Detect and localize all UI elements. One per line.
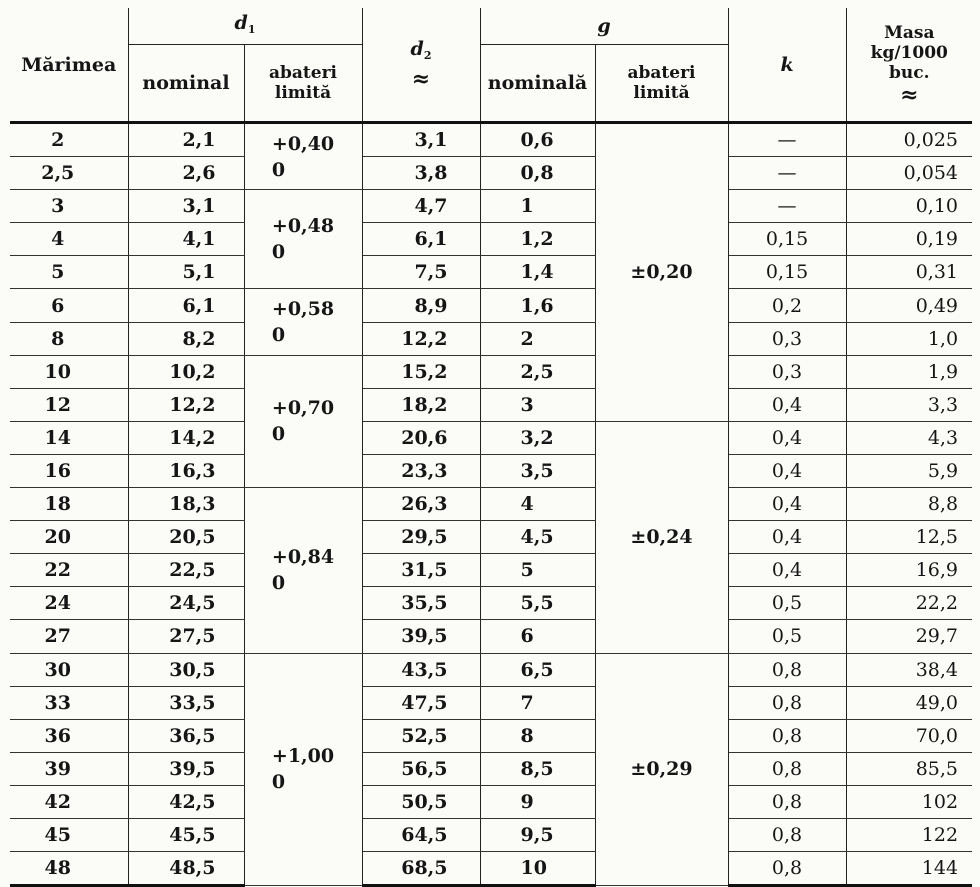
cell-size: 39 bbox=[10, 752, 128, 785]
header-d1-abateri-line2: limită bbox=[274, 83, 332, 103]
cell-k: 0,8 bbox=[728, 752, 846, 785]
cell-d2: 39,5 bbox=[362, 620, 480, 653]
cell-size: 18 bbox=[10, 488, 128, 521]
cell-mass: 0,49 bbox=[846, 289, 972, 322]
cell-d1-tolerance bbox=[244, 488, 362, 653]
d1-tolerance-lower: 0 bbox=[271, 771, 286, 794]
cell-k: 0,8 bbox=[728, 653, 846, 686]
cell-g-tolerance: ±0,29 bbox=[595, 653, 728, 886]
header-d1-nominal bbox=[128, 45, 244, 123]
header-k-symbol: k bbox=[780, 53, 794, 76]
cell-size: 8 bbox=[10, 322, 128, 355]
cell-d1-nominal: 48,5 bbox=[128, 852, 244, 886]
table-row bbox=[10, 521, 972, 554]
cell-d1-nominal: 4,1 bbox=[128, 223, 244, 256]
cell-d2: 64,5 bbox=[362, 818, 480, 851]
table-row bbox=[10, 157, 972, 190]
table-row bbox=[10, 190, 972, 223]
cell-size: 10 bbox=[10, 355, 128, 388]
cell-size: 12 bbox=[10, 388, 128, 421]
cell-g-nominal: 6,5 bbox=[480, 653, 595, 686]
cell-d2: 31,5 bbox=[362, 554, 480, 587]
cell-d1-nominal: 3,1 bbox=[128, 190, 244, 223]
table-row bbox=[10, 719, 972, 752]
cell-d1-nominal: 36,5 bbox=[128, 719, 244, 752]
cell-d1-nominal: 45,5 bbox=[128, 818, 244, 851]
cell-d2: 8,9 bbox=[362, 289, 480, 322]
cell-mass: 70,0 bbox=[846, 719, 972, 752]
cell-k: 0,3 bbox=[728, 322, 846, 355]
cell-mass: 0,025 bbox=[846, 123, 972, 157]
d1-tolerance-upper: +0,58 bbox=[271, 298, 335, 321]
header-d1-abateri-line1: abateri bbox=[269, 63, 337, 83]
cell-d1-nominal: 42,5 bbox=[128, 785, 244, 818]
cell-d1-nominal: 8,2 bbox=[128, 322, 244, 355]
cell-d1-tolerance bbox=[244, 289, 362, 355]
cell-k: 0,8 bbox=[728, 785, 846, 818]
cell-g-nominal: 5,5 bbox=[480, 587, 595, 620]
table-row bbox=[10, 620, 972, 653]
table-row bbox=[10, 355, 972, 388]
cell-size: 27 bbox=[10, 620, 128, 653]
cell-d2: 68,5 bbox=[362, 852, 480, 886]
cell-d2: 6,1 bbox=[362, 223, 480, 256]
cell-mass: 8,8 bbox=[846, 488, 972, 521]
d1-tolerance-lower: 0 bbox=[271, 572, 286, 595]
cell-g-nominal: 9 bbox=[480, 785, 595, 818]
cell-k: 0,5 bbox=[728, 587, 846, 620]
d1-tolerance-lower: 0 bbox=[271, 324, 286, 347]
cell-k: — bbox=[728, 190, 846, 223]
cell-d2: 50,5 bbox=[362, 785, 480, 818]
cell-d2: 47,5 bbox=[362, 686, 480, 719]
cell-k: 0,15 bbox=[728, 256, 846, 289]
cell-size: 45 bbox=[10, 818, 128, 851]
d1-tolerance-value bbox=[272, 395, 334, 447]
cell-mass: 85,5 bbox=[846, 752, 972, 785]
cell-mass: 1,0 bbox=[846, 322, 972, 355]
cell-k: — bbox=[728, 157, 846, 190]
cell-size: 2 bbox=[10, 123, 128, 157]
table-header bbox=[10, 8, 972, 123]
cell-mass: 12,5 bbox=[846, 521, 972, 554]
header-g-abateri-line1: abateri bbox=[627, 63, 696, 83]
cell-mass: 29,7 bbox=[846, 620, 972, 653]
header-d1-group bbox=[128, 8, 362, 45]
washer-dimensions-table bbox=[10, 8, 972, 887]
table-row bbox=[10, 322, 972, 355]
header-d1-nominal-label: nominal bbox=[142, 72, 230, 94]
cell-k: 0,3 bbox=[728, 355, 846, 388]
header-g-group bbox=[480, 8, 728, 45]
cell-d1-tolerance bbox=[244, 190, 362, 289]
table-body bbox=[10, 123, 972, 886]
table-row bbox=[10, 818, 972, 851]
cell-k: 0,8 bbox=[728, 818, 846, 851]
d1-tolerance-upper: +0,84 bbox=[271, 546, 335, 569]
cell-g-nominal: 0,6 bbox=[480, 123, 595, 157]
cell-d1-nominal: 5,1 bbox=[128, 256, 244, 289]
cell-size: 6 bbox=[10, 289, 128, 322]
cell-d2: 3,8 bbox=[362, 157, 480, 190]
cell-k: 0,8 bbox=[728, 852, 846, 886]
table-row bbox=[10, 554, 972, 587]
cell-size: 3 bbox=[10, 190, 128, 223]
cell-mass: 122 bbox=[846, 818, 972, 851]
header-d1-symbol: d bbox=[234, 11, 248, 34]
cell-g-nominal: 3,2 bbox=[480, 421, 595, 454]
cell-d1-nominal: 30,5 bbox=[128, 653, 244, 686]
cell-size: 2,5 bbox=[10, 157, 128, 190]
cell-k: — bbox=[728, 123, 846, 157]
table-row bbox=[10, 256, 972, 289]
cell-mass: 0,054 bbox=[846, 157, 972, 190]
cell-size: 22 bbox=[10, 554, 128, 587]
header-g-symbol: g bbox=[597, 15, 611, 37]
table-row bbox=[10, 686, 972, 719]
cell-mass: 0,19 bbox=[846, 223, 972, 256]
cell-mass: 1,9 bbox=[846, 355, 972, 388]
cell-mass: 0,10 bbox=[846, 190, 972, 223]
cell-g-nominal: 8 bbox=[480, 719, 595, 752]
cell-d1-nominal: 10,2 bbox=[128, 355, 244, 388]
cell-k: 0,8 bbox=[728, 686, 846, 719]
table-row bbox=[10, 752, 972, 785]
cell-mass: 0,31 bbox=[846, 256, 972, 289]
header-g-abateri-line2: limită bbox=[633, 83, 690, 103]
header-marimea bbox=[10, 8, 128, 123]
cell-size: 4 bbox=[10, 223, 128, 256]
header-d1-subscript: 1 bbox=[247, 22, 256, 36]
cell-d2: 26,3 bbox=[362, 488, 480, 521]
table-row bbox=[10, 421, 972, 454]
table-row bbox=[10, 785, 972, 818]
d1-tolerance-upper: +0,70 bbox=[271, 397, 335, 420]
header-g-nominal bbox=[480, 45, 595, 123]
cell-mass: 16,9 bbox=[846, 554, 972, 587]
d1-tolerance-value bbox=[272, 743, 334, 795]
d1-tolerance-value bbox=[272, 296, 334, 348]
cell-d2: 4,7 bbox=[362, 190, 480, 223]
cell-size: 33 bbox=[10, 686, 128, 719]
cell-g-nominal: 5 bbox=[480, 554, 595, 587]
cell-size: 14 bbox=[10, 421, 128, 454]
cell-d2: 35,5 bbox=[362, 587, 480, 620]
cell-d2: 29,5 bbox=[362, 521, 480, 554]
table-row bbox=[10, 653, 972, 686]
cell-g-nominal: 1,6 bbox=[480, 289, 595, 322]
header-d2-subscript: 2 bbox=[423, 49, 432, 62]
table-row bbox=[10, 289, 972, 322]
cell-d1-nominal: 18,3 bbox=[128, 488, 244, 521]
header-masa-approx: ≈ bbox=[900, 81, 919, 108]
cell-mass: 3,3 bbox=[846, 388, 972, 421]
cell-k: 0,4 bbox=[728, 488, 846, 521]
header-g-abateri bbox=[595, 45, 728, 123]
cell-k: 0,2 bbox=[728, 289, 846, 322]
cell-mass: 5,9 bbox=[846, 454, 972, 487]
cell-size: 20 bbox=[10, 521, 128, 554]
cell-g-nominal: 7 bbox=[480, 686, 595, 719]
cell-d2: 12,2 bbox=[362, 322, 480, 355]
cell-g-nominal: 4 bbox=[480, 488, 595, 521]
cell-d2: 3,1 bbox=[362, 123, 480, 157]
cell-d2: 23,3 bbox=[362, 454, 480, 487]
table-row bbox=[10, 223, 972, 256]
cell-g-nominal: 1 bbox=[480, 190, 595, 223]
header-k bbox=[728, 8, 846, 123]
cell-mass: 102 bbox=[846, 785, 972, 818]
cell-k: 0,4 bbox=[728, 388, 846, 421]
cell-size: 16 bbox=[10, 454, 128, 487]
d1-tolerance-lower: 0 bbox=[271, 423, 286, 446]
cell-d1-nominal: 20,5 bbox=[128, 521, 244, 554]
table-row bbox=[10, 587, 972, 620]
cell-k: 0,8 bbox=[728, 719, 846, 752]
cell-size: 42 bbox=[10, 785, 128, 818]
cell-d2: 18,2 bbox=[362, 388, 480, 421]
header-d1-abateri bbox=[244, 45, 362, 123]
cell-mass: 4,3 bbox=[846, 421, 972, 454]
header-d2-approx: ≈ bbox=[411, 66, 431, 92]
cell-g-nominal: 8,5 bbox=[480, 752, 595, 785]
header-g-nominal-label: nominală bbox=[487, 72, 588, 94]
cell-mass: 38,4 bbox=[846, 653, 972, 686]
d1-tolerance-upper: +1,00 bbox=[271, 745, 335, 768]
table-row bbox=[10, 454, 972, 487]
cell-mass: 22,2 bbox=[846, 587, 972, 620]
cell-g-nominal: 10 bbox=[480, 852, 595, 886]
cell-d2: 20,6 bbox=[362, 421, 480, 454]
cell-d1-nominal: 22,5 bbox=[128, 554, 244, 587]
table-row bbox=[10, 388, 972, 421]
cell-g-nominal: 1,4 bbox=[480, 256, 595, 289]
table-row bbox=[10, 852, 972, 886]
cell-k: 0,5 bbox=[728, 620, 846, 653]
cell-size: 36 bbox=[10, 719, 128, 752]
cell-size: 30 bbox=[10, 653, 128, 686]
cell-d1-nominal: 12,2 bbox=[128, 388, 244, 421]
cell-d1-nominal: 39,5 bbox=[128, 752, 244, 785]
cell-d1-nominal: 24,5 bbox=[128, 587, 244, 620]
cell-d1-nominal: 27,5 bbox=[128, 620, 244, 653]
cell-size: 24 bbox=[10, 587, 128, 620]
d1-tolerance-lower: 0 bbox=[271, 158, 286, 181]
cell-d1-nominal: 14,2 bbox=[128, 421, 244, 454]
cell-d1-nominal: 2,6 bbox=[128, 157, 244, 190]
d1-tolerance-lower: 0 bbox=[271, 241, 286, 264]
d1-tolerance-value bbox=[272, 213, 334, 265]
cell-d2: 52,5 bbox=[362, 719, 480, 752]
cell-d1-nominal: 2,1 bbox=[128, 123, 244, 157]
header-d2 bbox=[362, 8, 480, 123]
cell-d1-tolerance bbox=[244, 123, 362, 190]
cell-g-nominal: 2,5 bbox=[480, 355, 595, 388]
cell-k: 0,4 bbox=[728, 454, 846, 487]
cell-g-nominal: 2 bbox=[480, 322, 595, 355]
cell-d2: 43,5 bbox=[362, 653, 480, 686]
cell-g-tolerance: ±0,24 bbox=[595, 421, 728, 653]
cell-g-nominal: 4,5 bbox=[480, 521, 595, 554]
d1-tolerance-value bbox=[272, 544, 334, 596]
d1-tolerance-value bbox=[272, 131, 334, 183]
cell-g-nominal: 9,5 bbox=[480, 818, 595, 851]
cell-g-nominal: 3,5 bbox=[480, 454, 595, 487]
cell-k: 0,4 bbox=[728, 421, 846, 454]
cell-d2: 7,5 bbox=[362, 256, 480, 289]
header-masa-line2: kg/1000 bbox=[870, 42, 948, 63]
cell-size: 5 bbox=[10, 256, 128, 289]
cell-mass: 49,0 bbox=[846, 686, 972, 719]
table-row bbox=[10, 123, 972, 157]
header-masa bbox=[846, 8, 972, 123]
cell-g-nominal: 0,8 bbox=[480, 157, 595, 190]
header-masa-line3: buc. bbox=[889, 62, 930, 83]
header-d2-symbol: d bbox=[410, 38, 424, 60]
cell-g-nominal: 6 bbox=[480, 620, 595, 653]
cell-d2: 56,5 bbox=[362, 752, 480, 785]
cell-g-tolerance: ±0,20 bbox=[595, 123, 728, 422]
cell-d1-nominal: 33,5 bbox=[128, 686, 244, 719]
cell-k: 0,4 bbox=[728, 554, 846, 587]
d1-tolerance-upper: +0,40 bbox=[271, 132, 335, 155]
cell-size: 48 bbox=[10, 852, 128, 886]
cell-g-nominal: 1,2 bbox=[480, 223, 595, 256]
cell-d2: 15,2 bbox=[362, 355, 480, 388]
cell-g-nominal: 3 bbox=[480, 388, 595, 421]
d1-tolerance-upper: +0,48 bbox=[271, 215, 335, 238]
cell-k: 0,15 bbox=[728, 223, 846, 256]
header-masa-line1: Masa bbox=[884, 22, 935, 43]
cell-d1-tolerance bbox=[244, 653, 362, 886]
cell-k: 0,4 bbox=[728, 521, 846, 554]
cell-d1-nominal: 6,1 bbox=[128, 289, 244, 322]
cell-mass: 144 bbox=[846, 852, 972, 886]
cell-d1-nominal: 16,3 bbox=[128, 454, 244, 487]
header-marimea-label: Mărimea bbox=[21, 53, 117, 76]
cell-d1-tolerance bbox=[244, 355, 362, 487]
table-row bbox=[10, 488, 972, 521]
